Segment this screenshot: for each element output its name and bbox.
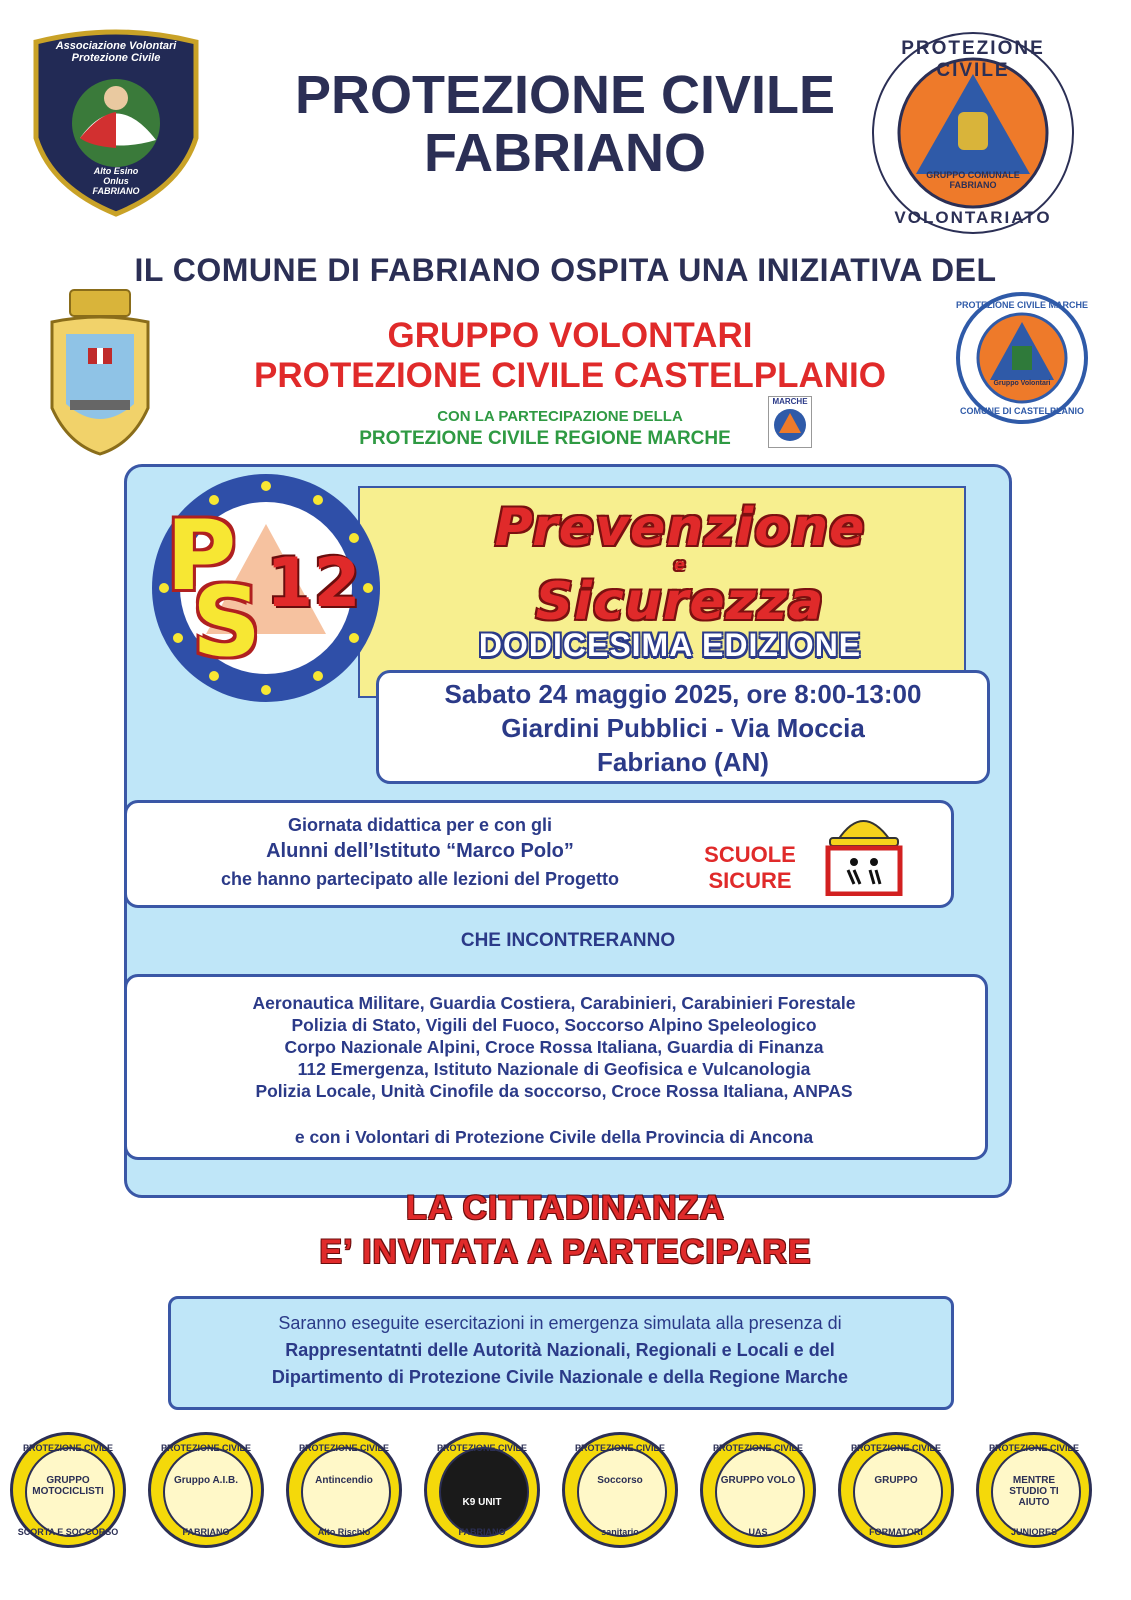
badge-soccorso: [562, 1432, 678, 1548]
volunteer-logo-ring-top: PROTEZIONE CIVILE: [901, 38, 1045, 81]
badge-antincendio: [286, 1432, 402, 1548]
marche-tag: MARCHE: [772, 397, 808, 406]
badge-top: PROTEZIONE CIVILE: [160, 1443, 251, 1453]
page-title-line: FABRIANO: [424, 123, 706, 183]
ps12-logo: [148, 470, 384, 706]
badge-bot: Alto Rischio: [317, 1527, 371, 1537]
badge-top: PROTEZIONE CIVILE: [988, 1443, 1079, 1453]
meet-heading: CHE INCONTRERANNO: [460, 930, 676, 951]
school-line: che hanno partecipato alle lezioni del Progetto: [220, 869, 620, 889]
badge-top: PROTEZIONE CIVILE: [436, 1443, 527, 1453]
badge-top: PROTEZIONE CIVILE: [712, 1443, 803, 1453]
volunteer-logo-inner: GRUPPO COMUNALE: [926, 170, 1020, 180]
badge-juniores: [976, 1432, 1092, 1548]
ps12-logo-s: S: [192, 566, 262, 678]
volunteer-logo-inner: FABRIANO: [949, 180, 997, 190]
volunteer-group-logo: [868, 28, 1078, 238]
fabriano-coat-of-arms: [36, 288, 164, 456]
badge-top: PROTEZIONE CIVILE: [22, 1443, 113, 1453]
badge-mid: Gruppo A.I.B.: [173, 1475, 239, 1486]
invitation-line: LA CITTADINANZA: [405, 1189, 726, 1227]
association-logo-text: FABRIANO: [92, 186, 140, 196]
badge-bot: sanitario: [601, 1527, 639, 1537]
marche-logo: [768, 396, 812, 448]
ps12-logo-number: 12: [266, 544, 361, 623]
badge-k9: [424, 1432, 540, 1548]
event-title-connector: e: [674, 555, 686, 574]
invitation-line: E’ INVITATA A PARTECIPARE: [319, 1233, 812, 1271]
exercises-line: Dipartimento di Protezione Civile Nazionale e della Regione Marche: [271, 1367, 849, 1387]
badge-top: PROTEZIONE CIVILE: [574, 1443, 665, 1453]
edition-label: DODICESIMA EDIZIONE: [478, 627, 862, 663]
school-line: Giornata didattica per e con gli: [287, 815, 553, 835]
scuole-sicure-line: SICURE: [708, 868, 792, 893]
volunteers-line: e con i Volontari di Protezione Civile della Provincia di Ancona: [294, 1127, 814, 1147]
exercises-line: Rappresentatnti delle Autorità Nazionali, Regionali e Locali e del: [285, 1340, 835, 1360]
association-logo-text: Onlus: [103, 176, 129, 186]
badge-top: PROTEZIONE CIVILE: [850, 1443, 941, 1453]
organizations-line: Polizia Locale, Unità Cinofile da soccorso, Croce Rossa Italiana, ANPAS: [255, 1081, 853, 1101]
exercises-line: Saranno eseguite esercitazioni in emergenza simulata alla presenza di: [278, 1313, 842, 1333]
badge-bot: JUNIORES: [1010, 1527, 1057, 1537]
scuole-sicure-line: SCUOLE: [704, 842, 796, 867]
badge-motociclisti: [10, 1432, 126, 1548]
badge-mid: Antincendio: [315, 1475, 373, 1486]
organizations-line: 112 Emergenza, Istituto Nazionale di Geofisica e Vulcanologia: [297, 1059, 811, 1079]
badge-mid: GRUPPO MOTOCICLISTI: [32, 1475, 104, 1497]
badge-formatori: [838, 1432, 954, 1548]
participation-label: CON LA PARTECIPAZIONE DELLA: [437, 408, 683, 425]
date-box: [376, 670, 990, 784]
badge-bot: FORMATORI: [869, 1527, 923, 1537]
volunteer-logo-ring-bottom: VOLONTARIATO: [894, 208, 1052, 227]
event-title: [400, 500, 960, 630]
organizer-line: PROTEZIONE CIVILE CASTELPLANIO: [254, 356, 886, 395]
association-logo-text: Associazione Volontari: [55, 40, 177, 52]
event-title-line: Prevenzione: [494, 498, 866, 558]
badge-mid: GRUPPO: [874, 1475, 918, 1486]
badge-volo: [700, 1432, 816, 1548]
badge-aib: [148, 1432, 264, 1548]
page-title-line: PROTEZIONE CIVILE: [294, 65, 836, 125]
host-line: IL COMUNE DI FABRIANO OSPITA UNA INIZIATIVA DEL: [134, 252, 997, 288]
badge-mid: MENTRE STUDIO TI AIUTO: [1009, 1475, 1059, 1508]
organizer-name: [170, 316, 970, 396]
event-title-line: Sicurezza: [535, 572, 825, 632]
school-line: Alunni dell’Istituto “Marco Polo”: [266, 840, 574, 862]
event-city: Fabriano (AN): [597, 747, 769, 777]
badge-bot: UAS: [748, 1527, 768, 1537]
badge-bot: FABRIANO: [458, 1527, 506, 1537]
association-logo-text: Alto Esino: [93, 166, 139, 176]
castelplanio-ring-top: PROTEZIONE CIVILE MARCHE: [955, 300, 1088, 310]
page-title: [230, 66, 900, 182]
castelplanio-logo: [954, 290, 1090, 426]
badge-mid: GRUPPO VOLO: [720, 1475, 796, 1486]
badge-bot: FABRIANO: [182, 1527, 230, 1537]
association-logo-text: Protezione Civile: [71, 52, 161, 64]
school-helmet-icon: [818, 804, 908, 896]
organizer-line: GRUPPO VOLONTARI: [387, 316, 753, 355]
badge-bot: SCORTA E SOCCORSO: [17, 1527, 119, 1537]
organizations-line: Polizia di Stato, Vigili del Fuoco, Soccorso Alpino Speleologico: [291, 1015, 817, 1035]
badge-mid: Soccorso: [597, 1475, 643, 1486]
castelplanio-ring-bottom: COMUNE DI CASTELPLANIO: [959, 406, 1084, 416]
association-logo: [30, 28, 202, 218]
organizations-line: Corpo Nazionale Alpini, Croce Rossa Italiana, Guardia di Finanza: [284, 1037, 824, 1057]
castelplanio-inner: Gruppo Volontari: [993, 380, 1051, 387]
badge-top: PROTEZIONE CIVILE: [298, 1443, 389, 1453]
event-date: Sabato 24 maggio 2025, ore 8:00-13:00: [444, 679, 922, 709]
organizations-line: Aeronautica Militare, Guardia Costiera, Carabinieri, Carabinieri Forestale: [252, 993, 856, 1013]
participation-org: PROTEZIONE CIVILE REGIONE MARCHE: [359, 428, 731, 449]
badge-mid: K9 UNIT: [462, 1497, 502, 1508]
scuole-sicure-label: [690, 842, 810, 894]
event-place: Giardini Pubblici - Via Moccia: [501, 713, 865, 743]
ps12-logo-p: P: [166, 500, 237, 612]
